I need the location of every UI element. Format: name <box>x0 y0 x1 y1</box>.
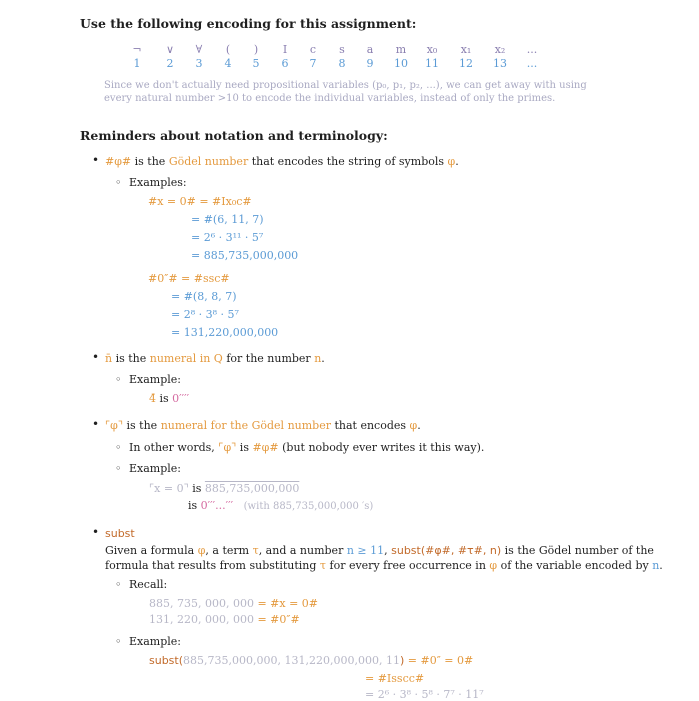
subst-title: subst <box>105 527 135 540</box>
subst-call: subst(#φ#, #τ#, n) <box>391 544 502 557</box>
value: 0′′′...′′′ <box>200 499 234 512</box>
example1-line3: = 2⁶ · 3¹¹ · 5⁷ <box>191 231 264 244</box>
example2-line1: #0″# = #ssc# <box>148 272 230 285</box>
value: 131, 220, 000, 000 <box>149 613 254 626</box>
n-symbol: n <box>652 559 660 572</box>
encoding-code: 7 <box>309 57 317 70</box>
reminders-heading: Reminders about notation and terminology: <box>80 128 388 143</box>
encoding-symbol: c <box>309 43 317 56</box>
value: #φ# <box>252 441 279 454</box>
encoding-symbol: ∨ <box>165 43 175 56</box>
subst-arguments: 885,735,000,000, 131,220,000,000, 11 <box>183 654 400 667</box>
example-label: Example: <box>129 635 181 648</box>
text: that encodes the string of symbols <box>248 155 448 168</box>
encoding-code: 10 <box>394 57 408 70</box>
text: , a term <box>205 544 253 557</box>
tau-symbol: τ <box>252 544 259 557</box>
text: that encodes <box>330 419 410 432</box>
tau-symbol: τ <box>319 559 326 572</box>
bullet-dot: • <box>92 350 100 364</box>
encoding-symbol: ... <box>526 43 538 56</box>
value: ⌜φ⌝ <box>218 441 237 454</box>
recall-line2 <box>149 613 300 626</box>
encoding-symbol: a <box>366 43 374 56</box>
example1-line2: = #(6, 11, 7) <box>191 213 264 226</box>
examples-label: Examples: <box>129 176 187 189</box>
phi-symbol: φ <box>197 544 206 557</box>
subst-function: ) <box>399 654 405 667</box>
text: of the variable encoded by <box>497 559 653 572</box>
value: 4̄ <box>149 392 156 405</box>
text: is <box>188 482 205 495</box>
note: (with 885,735,000,000 ′s) <box>243 501 374 512</box>
quoted-phi: ⌜φ⌝ <box>105 419 124 432</box>
encoding-symbol: x₂ <box>494 43 506 56</box>
recall-label: Recall: <box>129 578 168 591</box>
text: . <box>417 419 421 432</box>
numeral-line <box>105 352 325 365</box>
encoding-code: 13 <box>493 57 507 70</box>
sub-bullet: ◦ <box>115 176 122 189</box>
sub-bullet: ◦ <box>115 462 122 475</box>
n-symbol: n <box>314 352 322 365</box>
text: is the <box>131 155 169 168</box>
encoding-code: 2 <box>166 57 174 70</box>
phi-code: #φ# <box>105 155 132 168</box>
value: 885, 735, 000, 000 <box>149 597 254 610</box>
example2-line2: = #(8, 8, 7) <box>171 290 237 303</box>
encoding-symbol: s <box>339 43 345 56</box>
text: is the Gödel number of the <box>501 544 654 557</box>
encoding-code: 11 <box>425 57 439 70</box>
sub-bullet: ◦ <box>115 441 122 454</box>
text: . <box>321 352 325 365</box>
subst-def-line2 <box>105 559 663 572</box>
encoding-symbol: ( <box>225 43 231 56</box>
example1-line4: = 885,735,000,000 <box>191 249 299 262</box>
sub-bullet: ◦ <box>115 578 122 591</box>
recall-line1 <box>149 597 318 610</box>
text: , and a number <box>258 544 347 557</box>
example1-line1 <box>148 195 252 208</box>
text: is <box>156 392 173 405</box>
sub-bullet: ◦ <box>115 635 122 648</box>
subst-example-line3: = 2⁶ · 3⁸ · 5⁸ · 7⁷ · 11⁷ <box>365 688 484 701</box>
text: Given a formula <box>105 544 198 557</box>
value: 885,735,000,000 <box>204 482 300 495</box>
encoding-symbol: ) <box>253 43 259 56</box>
encoding-heading: Use the following encoding for this assignment: <box>80 16 417 31</box>
value: ⌜x = 0⌝ <box>149 482 189 495</box>
godel-number-term: Gödel number <box>168 155 249 168</box>
godel-numeral-term: numeral for the Gödel number <box>160 419 331 432</box>
n-bar: n̄ <box>105 352 113 365</box>
text: is <box>188 499 201 512</box>
text: is the <box>123 419 161 432</box>
subst-def-line1 <box>105 544 654 557</box>
example-label: Example: <box>129 462 181 475</box>
encoding-code: 8 <box>338 57 346 70</box>
numeral-example <box>149 392 189 405</box>
condition: n ≥ 11 <box>346 544 385 557</box>
encoding-symbol: ∀ <box>195 43 203 56</box>
godel-numeral-line <box>105 419 421 432</box>
subst-example-line2: = #Isscc# <box>365 672 425 685</box>
example2-line3: = 2⁸ · 3⁸ · 5⁷ <box>171 308 239 321</box>
encoding-code: 4 <box>224 57 232 70</box>
encoding-code: 1 <box>133 57 141 70</box>
text: In other words, <box>129 441 219 454</box>
godel-number-line <box>105 155 459 168</box>
phi-symbol: φ <box>447 155 456 168</box>
encoding-symbol: I <box>282 43 288 56</box>
text: is the <box>112 352 150 365</box>
value: 0′′′′ <box>172 392 190 405</box>
text: (but nobody ever writes it this way). <box>278 441 485 454</box>
value: = #0″# <box>253 613 300 626</box>
encoding-code: 3 <box>195 57 203 70</box>
example2-line4: = 131,220,000,000 <box>171 326 279 339</box>
encoding-symbol: x₀ <box>426 43 438 56</box>
subst-example-line1 <box>149 654 473 667</box>
encoding-symbol: m <box>395 43 407 56</box>
text: is <box>236 441 253 454</box>
quoted-example-line2 <box>188 499 373 512</box>
phi-symbol: φ <box>489 559 498 572</box>
encoding-code: 6 <box>281 57 289 70</box>
text: . <box>659 559 663 572</box>
text: for the number <box>222 352 315 365</box>
in-other-words-line <box>129 441 484 454</box>
encoding-code: 12 <box>459 57 473 70</box>
numeral-term: numeral in Q <box>149 352 223 365</box>
value: = #0″ = 0# <box>404 654 474 667</box>
text: formula that results from substituting <box>105 559 320 572</box>
subst-function: subst( <box>149 654 184 667</box>
text: . <box>455 155 459 168</box>
encoding-symbol: ¬ <box>132 43 142 56</box>
quoted-example-line1 <box>149 482 299 495</box>
encoding-code: 9 <box>366 57 374 70</box>
encoding-code: 5 <box>252 57 260 70</box>
value: #x = 0# = #Ix₀c# <box>148 195 252 208</box>
encoding-symbol: x₁ <box>460 43 472 56</box>
encoding-code: ... <box>526 57 538 70</box>
sub-bullet: ◦ <box>115 373 122 386</box>
phi-symbol: φ <box>409 419 418 432</box>
bullet-dot: • <box>92 153 100 167</box>
bullet-dot: • <box>92 525 100 539</box>
bullet-dot: • <box>92 417 100 431</box>
encoding-note-line2: every natural number >10 to encode the individual variables, instead of only the primes. <box>104 93 556 104</box>
text: for every free occurrence in <box>326 559 490 572</box>
encoding-note-line1: Since we don't actually need propositional variables (p₀, p₁, p₂, ...), we can get away with using <box>104 80 587 91</box>
text: , <box>384 544 392 557</box>
value: = #x = 0# <box>253 597 319 610</box>
example-label: Example: <box>129 373 181 386</box>
